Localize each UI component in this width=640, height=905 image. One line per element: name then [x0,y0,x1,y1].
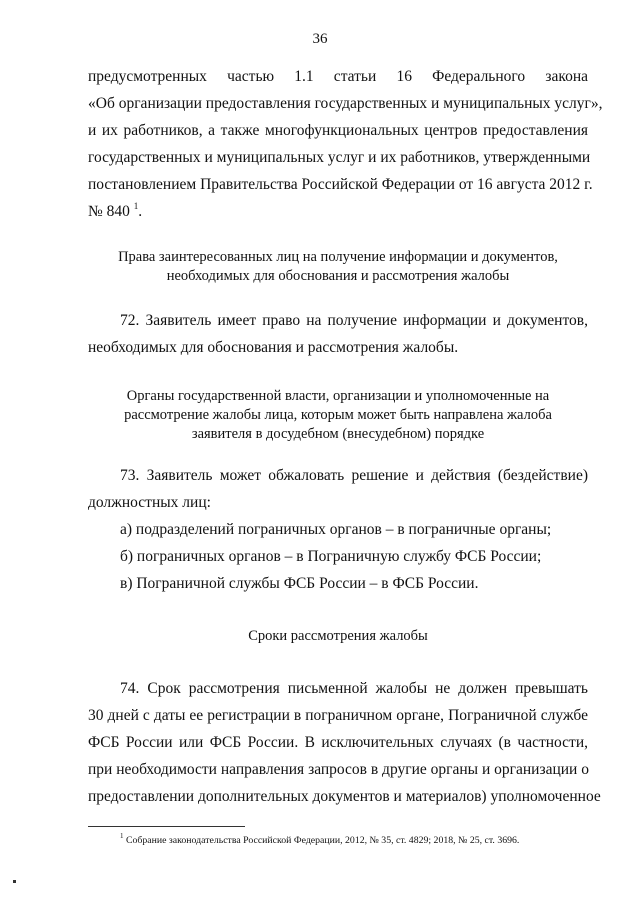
scan-mark [13,880,16,883]
intro-paragraph-last-line: № 840 $^1$. [88,200,143,220]
heading-line: Права заинтересованных лиц на получение информации и документов, [118,249,558,265]
heading-line: необходимых для обоснования и рассмотрения жалобы [166,268,510,284]
text-line: при необходимости направления запросов в другие органы и организации о [88,761,589,778]
text-line: должностных лиц: [88,494,211,511]
list-item [120,570,588,597]
footnote-separator [88,826,245,827]
text-line: постановлением Правительства Российской Федерации от 16 августа 2012 г. [88,176,593,193]
text-line: необходимых для обоснования и рассмотрения жалобы. [88,339,459,356]
list-item-text: а) подразделений пограничных органов – в пограничные органы; [120,521,552,538]
page-number: 36 [312,31,328,47]
paragraph-72-first-line [120,307,588,334]
text-line: «Об организации предоставления государственных и муниципальных услуг», [88,95,603,112]
paragraph-73-second-line [88,489,588,516]
heading-line: Органы государственной власти, организации и уполномоченные на [126,388,550,404]
section-heading-terms [88,627,588,646]
heading-line: рассмотрение жалобы лица, которым может быть направлена жалоба [124,407,552,423]
footnote [120,831,590,847]
list-item [120,543,588,570]
paragraph-73-first-line [120,462,588,489]
text-line: 30 дней с даты ее регистрации в пограничном органе, Пограничной службе [88,707,588,724]
intro-paragraph [88,63,603,198]
heading-line: заявителя в досудебном (внесудебном) порядке [191,426,485,442]
paragraph-74-body [88,702,601,810]
section-heading-rights [88,248,588,286]
text-line: 74. Срок рассмотрения письменной жалобы не должен превышать [120,680,588,697]
text-line: и их работников, а также многофункциональных центров предоставления [88,122,588,139]
footnote-reference[interactable]: 1 [133,200,139,211]
heading-line: Сроки рассмотрения жалобы [248,628,428,644]
text-line: № 840 [88,203,130,220]
text-line: предоставлении дополнительных документов и материалов) уполномоченное [88,788,601,805]
text-line: ФСБ России или ФСБ России. В исключительных случаях (в частности, [88,734,588,751]
section-heading-bodies [88,387,588,444]
list-item-text: в) Пограничной службы ФСБ России – в ФСБ России. [120,575,479,592]
paragraph-72-last-line [88,334,588,361]
list-item-text: б) пограничных органов – в Пограничную службу ФСБ России; [120,548,542,565]
paragraph-74-first-line [120,675,588,702]
footnote-marker: 1 [120,831,124,840]
text-line: государственных и муниципальных услуг и их работников, утвержденными [88,149,591,166]
footnote-text: Собрание законодательства Российской Федерации, 2012, № 35, ст. 4829; 2018, № 25, ст. 3696. [123,835,520,846]
list-item [120,516,588,543]
text-line: предусмотренных частью 1.1 статьи 16 Федерального закона [88,68,588,85]
text-line: 72. Заявитель имеет право на получение информации и документов, [120,312,588,329]
text-line: 73. Заявитель может обжаловать решение и действия (бездействие) [120,467,588,484]
